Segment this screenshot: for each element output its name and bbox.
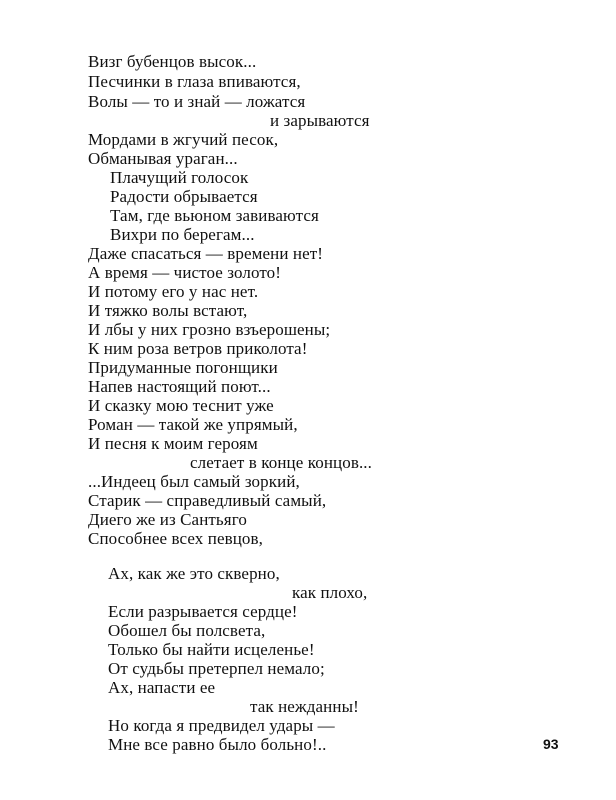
poem-line: Мне все равно было больно!.. [108,735,327,754]
poem-line: Диего же из Сантьяго [88,510,247,529]
poem-line: От судьбы претерпел немало; [108,659,325,678]
poem-line: и зарываются [270,111,370,130]
poem-line: Обманывая ураган... [88,149,238,168]
poem-line: И лбы у них грозно взъерошены; [88,320,331,339]
poem-line: И тяжко волы встают, [88,301,248,320]
poem-line: Ах, как же это скверно, [108,564,280,583]
poem-line: К ним роза ветров приколота! [88,339,308,358]
poem-line: слетает в конце концов... [190,453,373,472]
poem-line: И потому его у нас нет. [88,282,259,301]
poem-line: Радости обрывается [110,187,258,206]
poem-line: Мордами в жгучий песок, [88,130,279,149]
poem-line: Напев настоящий поют... [88,377,271,396]
poem-line: Обошел бы полсвета, [108,621,266,640]
poem-line: Способнее всех певцов, [88,529,263,548]
poem-line: ...Индеец был самый зоркий, [88,472,300,491]
poem-line: Но когда я предвидел удары — [108,716,335,735]
poem-line: Придуманные погонщики [88,358,278,377]
page-number: 93 [543,736,559,752]
poem-line: Ах, напасти ее [108,678,216,697]
poem-line: И сказку мою теснит уже [88,396,274,415]
poem-line: Роман — такой же упрямый, [88,415,298,434]
poem-line: Если разрывается сердце! [108,602,298,621]
poem-line: так нежданны! [250,697,359,716]
poem-line: Вихри по берегам... [110,225,255,244]
poem-line: Песчинки в глаза впиваются, [88,72,301,91]
poem-line: Старик — справедливый самый, [88,491,327,510]
poem-line: как плохо, [292,583,368,602]
poem-line: Волы — то и знай — ложатся [88,92,306,111]
poem-line: И песня к моим героям [88,434,258,453]
poem-line: Визг бубенцов высок... [88,52,257,71]
poem-line: А время — чистое золото! [88,263,281,282]
poem-line: Там, где вьюном завиваются [110,206,319,225]
poem-line: Даже спасаться — времени нет! [88,244,324,263]
poem-line: Только бы найти исцеленье! [108,640,315,659]
poem-line: Плачущий голосок [110,168,249,187]
